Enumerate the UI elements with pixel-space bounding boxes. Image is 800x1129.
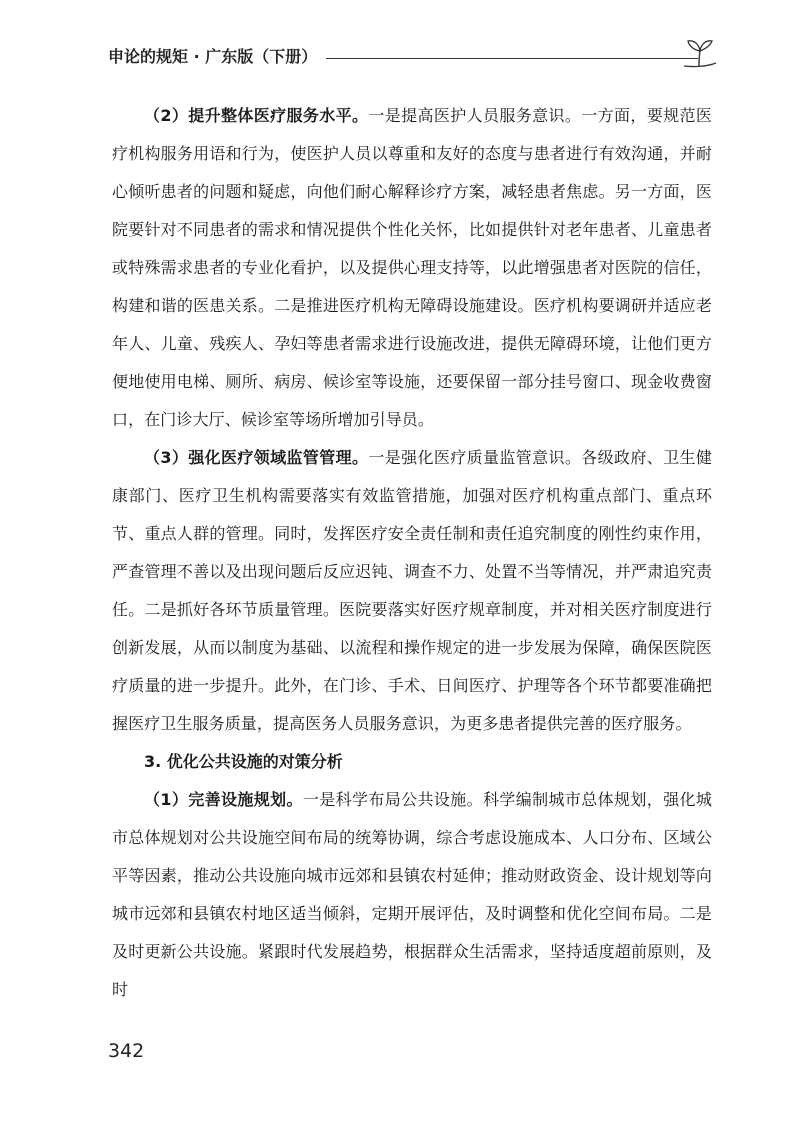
paragraph-body: 一是科学布局公共设施。科学编制城市总体规划，强化城市总体规划对公共设施空间布局的统筹协调，综合考虑设施成本、人口分布、区域公平等因素，推动公共设施向城市远郊和县镇农村延伸；推动财政资金、设计规划等向城市远郊和县镇农村地区适当倾斜，定期开展评估，及时调整和优化空间布局。二是及时更新公共设施。紧跟时代发展趋势，根据群众生活需求，坚持适度超前原则，及时 — [112, 790, 712, 999]
paragraph-medical-service — [112, 97, 712, 439]
body-text — [112, 97, 712, 1009]
paragraph-facility-planning — [112, 781, 712, 1009]
page-number: 342 — [108, 1040, 145, 1062]
paragraph-lead: （1）完善设施规划。 — [144, 790, 303, 809]
sprout-icon — [682, 36, 718, 70]
paragraph-lead: （2）提升整体医疗服务水平。 — [144, 106, 369, 125]
paragraph-lead: （3）强化医疗领域监管管理。 — [144, 448, 369, 467]
section-heading: 3. 优化公共设施的对策分析 — [144, 752, 343, 771]
book-title: 申论的规矩 · 广东版（下册） — [108, 47, 318, 66]
paragraph-body: 一是提高医护人员服务意识。一方面，要规范医疗机构服务用语和行为，使医护人员以尊重和友好的态度与患者进行有效沟通，并耐心倾听患者的问题和疑虑，向他们耐心解释诊疗方案，减轻患者焦虑。另一方面，医院要针对不同患者的需求和情况提供个性化关怀，比如提供针对老年患者、儿童患者或特殊需求患者的专业化看护，以及提供心理支持等，以此增强患者对医院的信任，构建和谐的医患关系。二是推进医疗机构无障碍设施建设。医疗机构要调研并适应老年人、儿童、残疾人、孕妇等患者需求进行设施改进，提供无障碍环境，让他们更方便地使用电梯、厕所、病房、候诊室等设施，还要保留一部分挂号窗口、现金收费窗口，在门诊大厅、候诊室等场所增加引导员。 — [112, 106, 712, 429]
paragraph-medical-supervision — [112, 439, 712, 743]
paragraph-body: 一是强化医疗质量监管意识。各级政府、卫生健康部门、医疗卫生机构需要落实有效监管措施，加强对医疗机构重点部门、重点环节、重点人群的管理。同时，发挥医疗安全责任制和责任追究制度的刚性约束作用，严查管理不善以及出现问题后反应迟钝、调查不力、处置不当等情况，并严肃追究责任。二是抓好各环节质量管理。医院要落实好医疗规章制度，并对相关医疗制度进行创新发展，从而以制度为基础、以流程和操作规定的进一步发展为保障，确保医院医疗质量的进一步提升。此外，在门诊、手术、日间医疗、护理等各个环节都要准确把握医疗卫生服务质量，提高医务人员服务意识，为更多患者提供完善的医疗服务。 — [112, 448, 712, 733]
header-divider — [326, 58, 698, 59]
running-header — [108, 36, 718, 70]
